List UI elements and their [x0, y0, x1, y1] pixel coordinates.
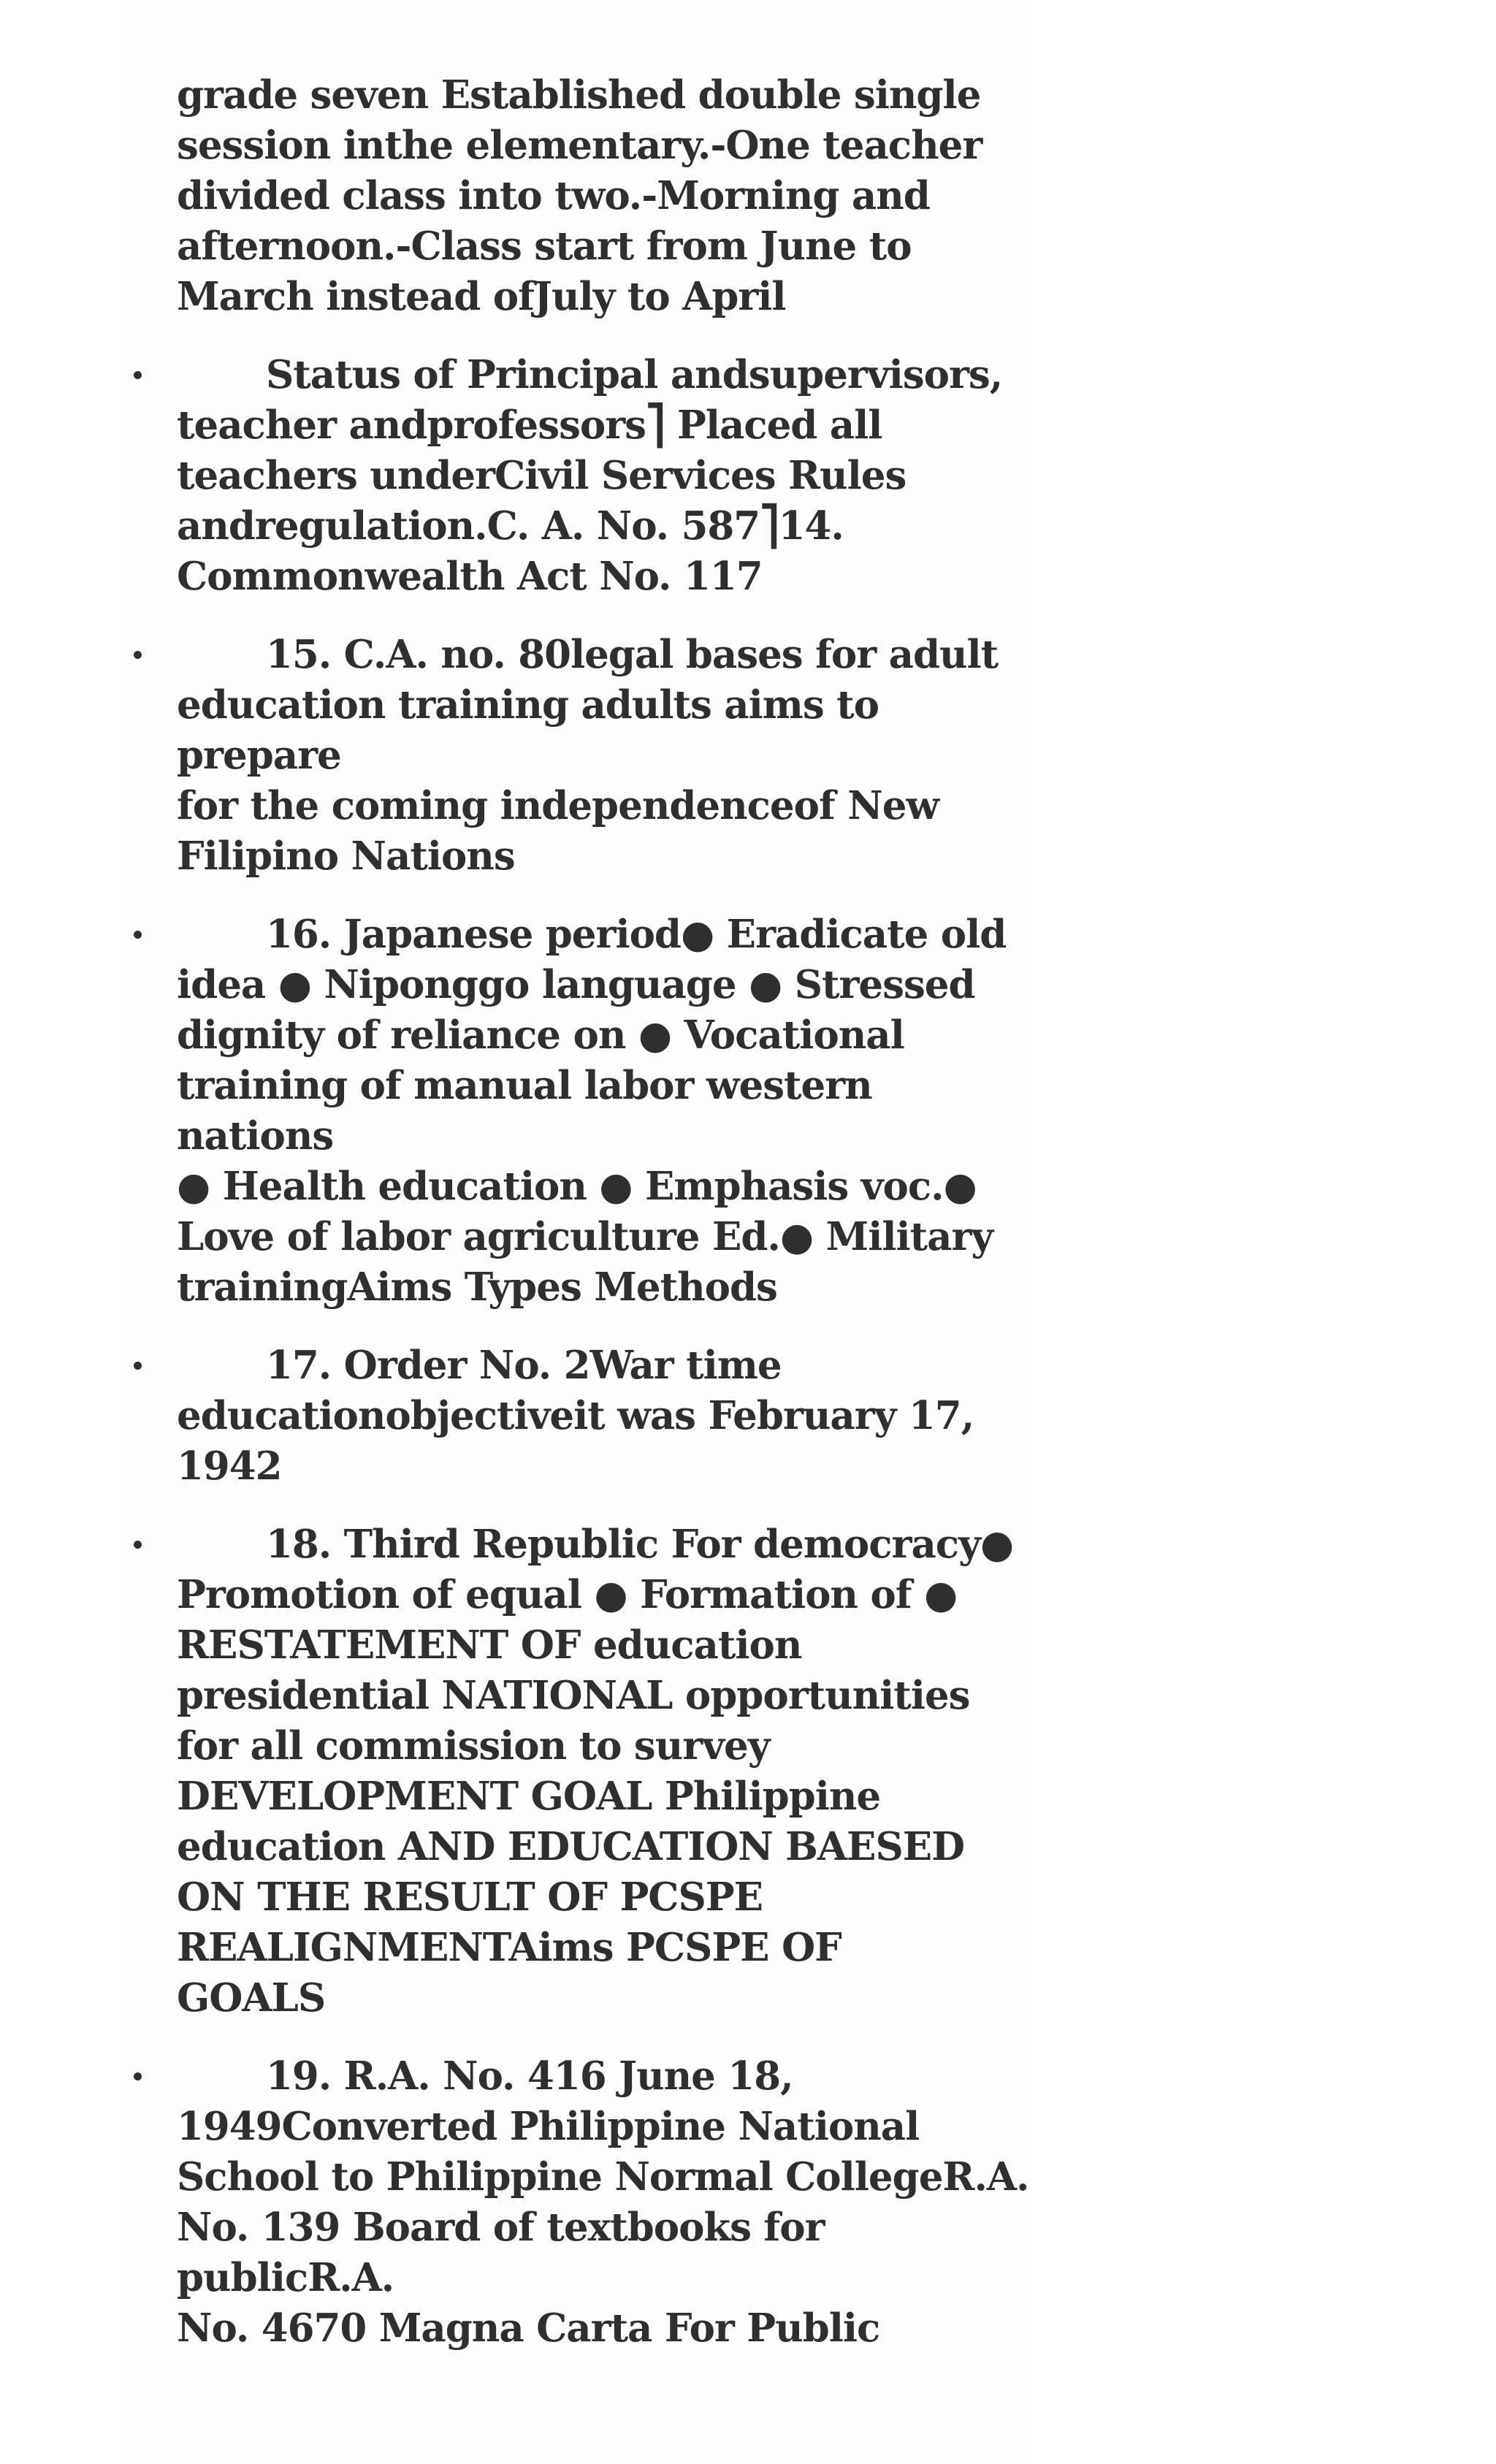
list-item-text: 17. Order No. 2War time educationobjectiveit was February 17, 1942 — [177, 1343, 974, 1489]
bullet-icon — [134, 371, 142, 379]
bullet-list — [177, 350, 1031, 2354]
bullet-icon — [134, 651, 142, 659]
bullet-icon — [134, 931, 142, 939]
list-item-text: Status of Principal andsupervisors, teacher andprofessors⎤ Placed all teachers underCivil Services Rules andregulation.C. A. No. 587⎤14. Commonwealth Act No. 117 — [177, 352, 1003, 599]
list-item — [177, 630, 1031, 882]
list-item-text: 16. Japanese period● Eradicate old idea ● Niponggo language ● Stressed dignity of reliance on ● Vocational training of manual labor western nations ● Health education ● Emphasis voc.● Love of labor agriculture Ed.● Military trainingAims Types Methods — [177, 912, 1007, 1310]
bullet-icon — [134, 1362, 142, 1370]
list-item — [177, 1340, 1031, 1492]
list-item — [177, 1519, 1031, 2024]
list-item — [177, 909, 1031, 1313]
document-body — [177, 70, 1031, 2381]
list-item-text: 18. Third Republic For democracy● Promotion of equal ● Formation of ● RESTATEMENT OF education presidential NATIONAL opportunities for all commission to survey DEVELOPMENT GOAL Philippine education AND EDUCATION BAESED ON THE RESULT OF PCSPE REALIGNMENTAims PCSPE OF GOALS — [177, 1522, 1014, 2021]
list-item-text: 19. R.A. No. 416 June 18, 1949Converted Philippine National School to Philippine Normal CollegeR.A. No. 139 Board of textbooks for publicR.A. No. 4670 Magna Carta For Public — [177, 2053, 1029, 2351]
list-item — [177, 2051, 1031, 2354]
list-item — [177, 350, 1031, 602]
bullet-icon — [134, 1541, 142, 1549]
intro-paragraph: grade seven Established double single session inthe elementary.-One teacher divided class into two.-Morning and afternoon.-Class start from June to March instead ofJuly to April — [177, 72, 982, 319]
list-item-text: 15. C.A. no. 80legal bases for adult education training adults aims to prepare for the coming independenceof New Filipino Nations — [177, 632, 999, 879]
bullet-icon — [134, 2072, 142, 2080]
